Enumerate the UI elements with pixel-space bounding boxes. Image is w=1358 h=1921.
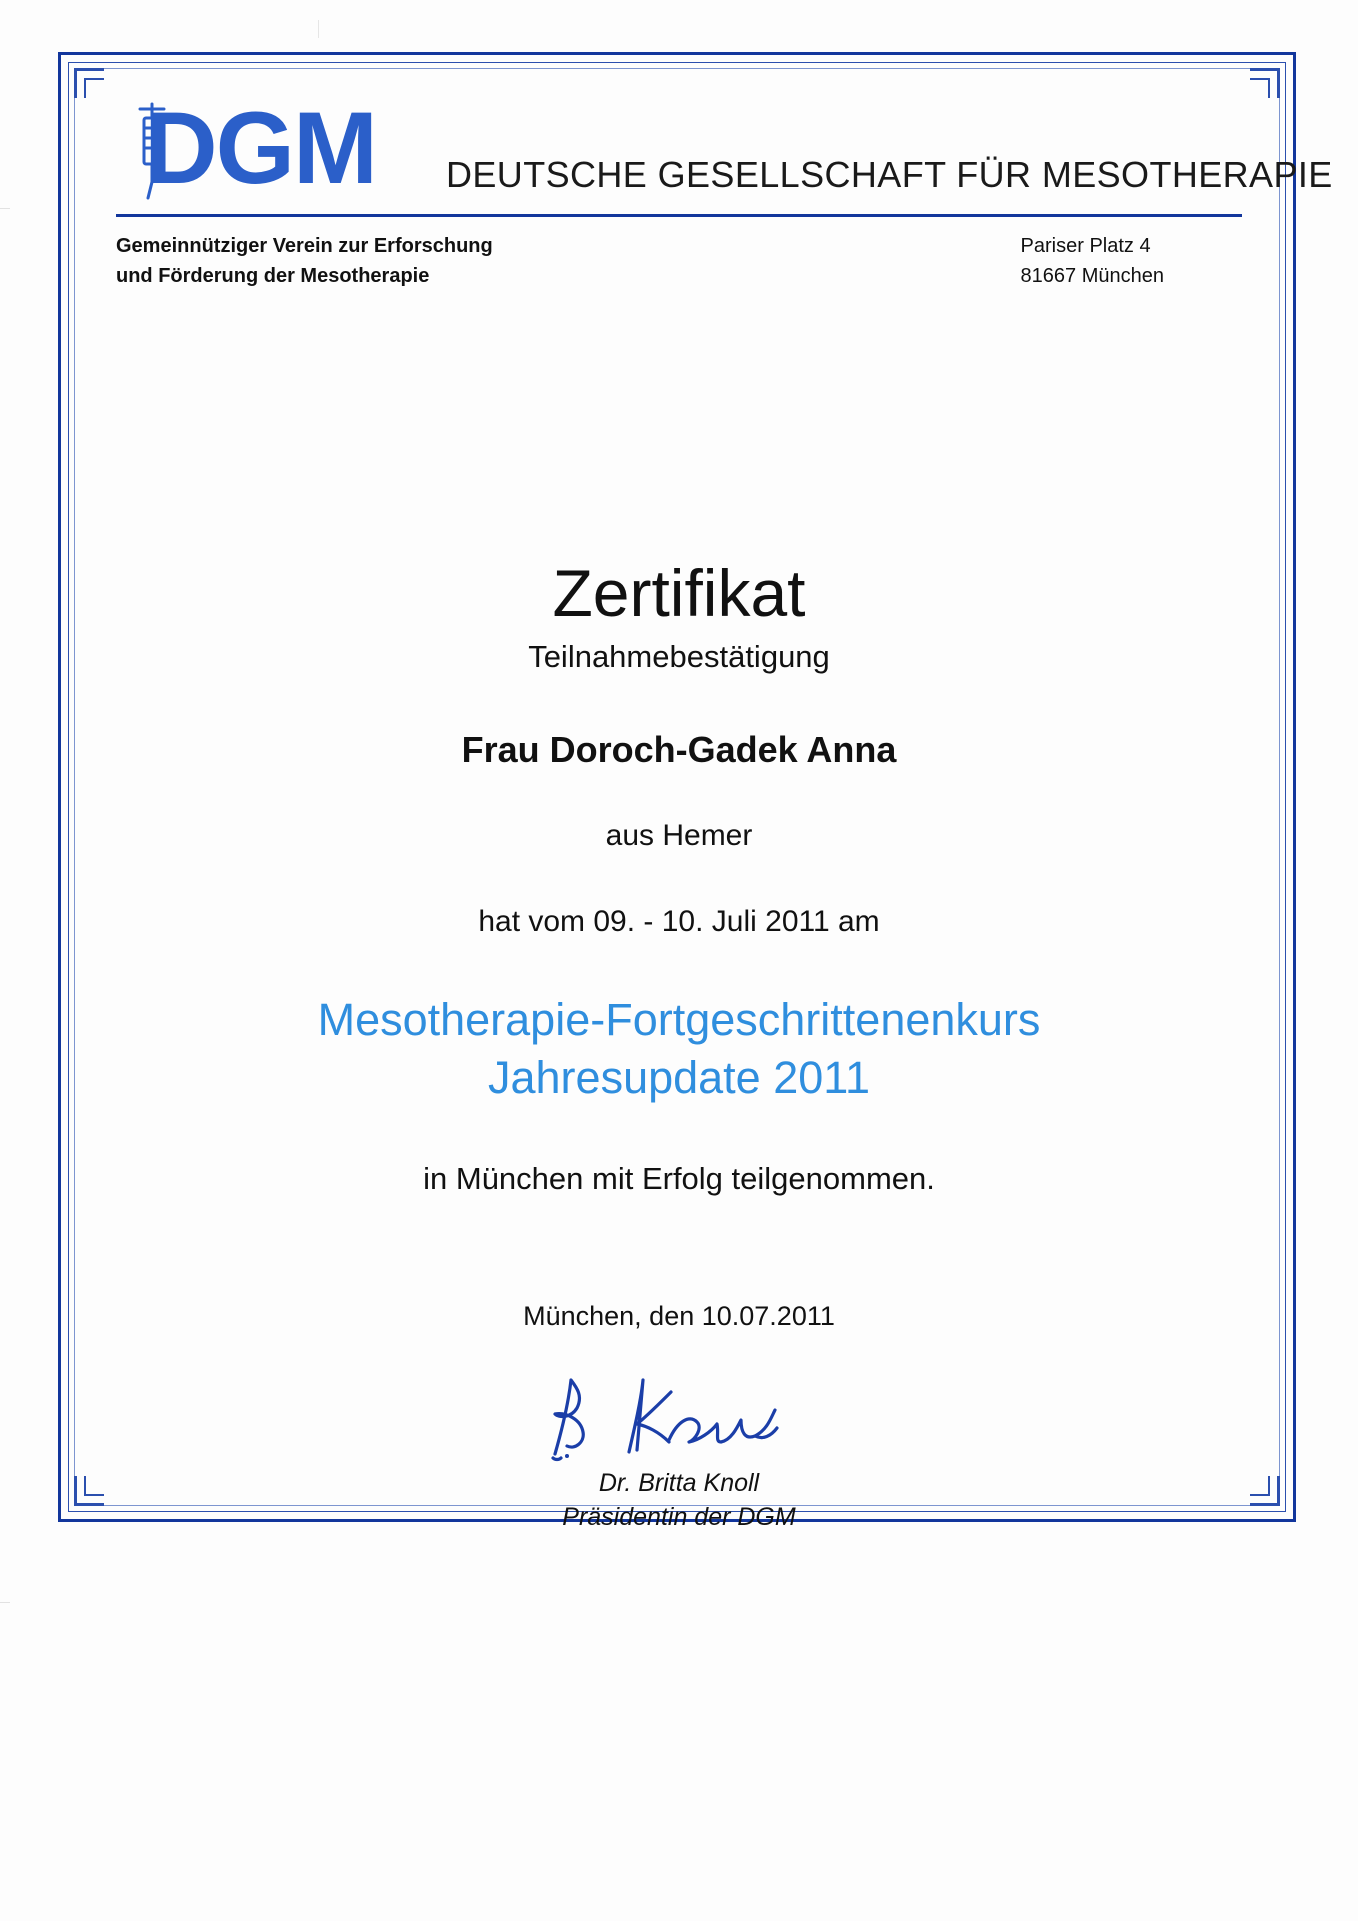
signature-name: Dr. Britta Knoll (598, 1469, 760, 1497)
dgm-logo (116, 91, 446, 208)
handwritten-signature-icon (519, 1370, 839, 1466)
closing-statement: in München mit Erfolg teilgenommen. (423, 1161, 935, 1196)
corner-ornament-top-left (74, 68, 104, 98)
course-title: Mesotherapie-Fortgeschrittenenkurs (317, 994, 1041, 1045)
certificate-title: Zertifikat (552, 556, 806, 630)
organization-purpose (116, 231, 493, 291)
scan-artifact (318, 20, 319, 38)
scan-artifact (0, 1602, 10, 1603)
header-divider (116, 214, 1242, 217)
organization-name: DEUTSCHE GESELLSCHAFT FÜR MESOTHERAPIE (446, 154, 1333, 195)
corner-ornament-bottom-left (74, 1476, 104, 1506)
corner-ornament-top-right (1250, 68, 1280, 98)
logo-row (116, 91, 1333, 208)
recipient-origin: aus Hemer (605, 819, 753, 852)
certificate-header (116, 91, 1333, 291)
header-subrow (116, 231, 1242, 291)
certificate-subtitle: Teilnahmebestätigung (528, 639, 830, 674)
course-period: hat vom 09. - 10. Juli 2011 am (478, 905, 880, 938)
organization-purpose-line1: Gemeinnütziger Verein zur Erforschung (116, 235, 493, 257)
recipient-name: Frau Doroch-Gadek Anna (461, 729, 897, 770)
signature-role: Präsidentin der DGM (562, 1503, 796, 1531)
certificate-body (116, 555, 1242, 1534)
course-subtitle: Jahresupdate 2011 (488, 1052, 870, 1103)
signature-image (116, 1370, 1242, 1466)
organization-purpose-line2: und Förderung der Mesotherapie (116, 265, 430, 287)
organization-address (1021, 231, 1242, 291)
scan-artifact (0, 208, 10, 209)
place-and-date: München, den 10.07.2011 (523, 1301, 835, 1331)
address-line2: 81667 München (1020, 265, 1164, 287)
address-line1: Pariser Platz 4 (1020, 235, 1151, 257)
corner-ornament-bottom-right (1250, 1476, 1280, 1506)
logo-text: DGM (144, 91, 376, 205)
